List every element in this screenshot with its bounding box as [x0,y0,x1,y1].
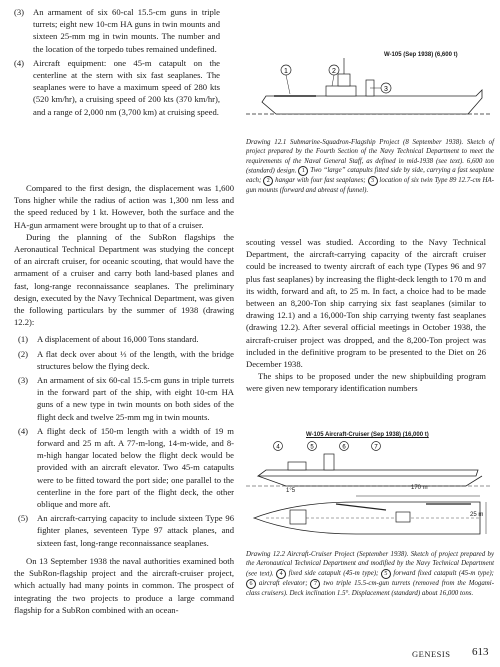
callout-text: fixed side catapult (45-m type); [286,570,379,578]
deck-angle-label: 1°5 [286,488,296,494]
drawing-12-1-caption [246,138,494,195]
svg-text:2: 2 [332,68,336,75]
aircraft-cruiser-drawing [246,432,496,544]
svg-text:3: 3 [384,86,388,93]
list-text: A flight deck of 150-m length with a width of 19 m forward and 25 m aft. A 77-m-long, 14-m-wide, and 8-m-high hangar located below the flight deck would be provided with an aircraft elevator. Two 45-m catapults were to be fitted toward the port side; one parallel to the centerline in the fore part of the flight deck, the other oblique and more aft. [37,425,234,510]
caption-text: Drawing 12.2 Aircraft-Cruiser Project (September 1938). Sketch of project prepared by the Aeronautical Technical Department and modified by the Navy Technical Department (see text). [246,551,494,578]
dimension-length: 170 m [411,485,428,491]
figure-title: W-105 Aircraft-Cruiser (Sep 1938) (16,000 t) [306,432,429,438]
list-item [14,6,220,55]
callout-number: 7 [310,579,320,589]
paragraph: Compared to the first design, the displacement was 1,600 Tons higher while the radius of action was 1,300 nm less and the speed reduced by 1 kt. However, both the surface and the HA-gun armament were brought up to that of a cruiser. [14,183,234,230]
paragraph: During the planning of the SubRon flagships the Aeronautical Technical Department was studying the concept of an aircraft cruiser, for oceanic scouting, that would have the armament of a cruiser and carry both land-based planes and fast, long-range reconnaissance seaplanes. The preliminary design, executed by the Navy Technical Department, was given the following particulars by the summer of 1938 (drawing 12.2): [14,231,234,328]
list-number: (4) [18,425,29,436]
running-footer: GENESIS [412,649,451,659]
list-text: Aircraft equipment: one 45-m catapult on the centerline at the stern with six fast seaplanes. The seaplanes were to have a maximum speed of 280 kts (520 km/hr), a cruising speed of 200 kts (370 km/hr), and a range of 2,000 nm (3,700 km) at cruising speed. [33,57,220,117]
svg-text:1: 1 [284,68,288,75]
list-item [18,374,234,423]
ship-profile-drawing [246,52,496,128]
paragraph: The ships to be proposed under the new shipbuilding program were given new temporary identification numbers [246,371,486,394]
list-item [18,348,234,372]
figure-title: W-105 (Sep 1938) (6,600 t) [384,52,458,58]
callout-number: 1 [298,166,308,176]
list-text: An armament of six 60-cal 15.5-cm guns in triple turrets in the forward part of the ship, with eight 10-cm HA guns of a new type in twin mounts on both sides of the flight deck and twelve 25-mm mg in twin mounts. [37,375,234,422]
list-number: (5) [18,513,29,524]
list-text: An armament of six 60-cal 15.5-cm guns in triple turrets; eight new 10-cm HA guns in twin mounts and sixteen 25-mm mg in twin mounts. The number and the location of the torpedo tubes remained undefined. [33,7,220,54]
list-number: (2) [18,348,29,359]
callout-text: forward fixed catapult (45-m type); [390,570,494,578]
callout-text: aircraft elevator; [256,580,308,588]
list-number: (3) [14,7,25,17]
page-number: 613 [472,646,489,658]
svg-text:7: 7 [374,444,378,451]
paragraph: scouting vessel was studied. According to the Navy Technical Department, the aircraft-carrying capacity of the aircraft cruiser could be increased to twenty aircraft of each type (Types 96 and 97 plus fast seaplanes) by increasing the flight-deck length to 170 m and its width, forward and aft, to 25 m. In fact, a choice had to be made between an 8,200-Ton ship carrying six fast seaplanes (similar to drawing 12.1) and a 16,000-Ton ship carrying twenty fast seaplanes (drawing 12.2). After several official meetings in October 1938, the aircraft-cruiser project was dropped, and the 8,200-Ton project was included in the definitive program to be presented to the Diet on 26 December 1938. [246,237,486,370]
numbered-list-cruiser-design [14,6,220,120]
callout-number: 5 [381,569,391,579]
callout-number: 2 [263,176,273,186]
list-number: (3) [18,375,29,386]
svg-text:4: 4 [276,444,280,451]
paragraph: On 13 September 1938 the naval authorities examined both the SubRon-flagship project and the aircraft-cruiser project, which actually had many points in common. The prospect of integrating the two projects to produce a large command flagship for a SubRon combined with an ocean- [14,555,234,615]
drawing-12-2 [246,432,496,544]
list-item [14,57,220,118]
callout-number: 4 [276,569,286,579]
list-number: (1) [18,334,29,345]
callout-number: 3 [368,176,378,186]
list-number: (4) [14,57,25,68]
list-item [18,333,234,345]
svg-text:6: 6 [342,444,346,451]
list-item [18,425,234,510]
callout-text: location of six twin Type 89 12.7-cm HA-gun mounts (forward and abreast of funnel). [246,177,494,194]
dimension-width: 25 m [470,512,484,518]
callout-text: Two “large” catapults fitted side by side, carrying a fast seaplane each; [246,167,494,185]
drawing-12-2-caption [246,550,494,598]
callout-text: two triple 15.5-cm-gun turrets (removed from the Mogami-class cruisers). Deck inclination 1.5°. Displacement (standard) about 16,000 tons. [246,580,494,597]
drawing-12-1 [246,52,496,128]
callout-number: 6 [246,579,256,589]
list-text: An aircraft-carrying capacity to include sixteen Type 96 fighter planes, seventeen Type 97 attack planes, and sixteen fast, long-range reconnaissance seaplanes. [37,513,234,548]
caption-text: Drawing 12.1 Submarine-Squadron-Flagship Project (8 September 1938). Sketch of project prepared by the Fourth Section of the Navy Technical Department to meet the requirements of the Naval General Staff, as defined in mid-1938 (see text). 6,600 ton (standard) design. [246,139,494,175]
list-text: A displacement of about 16,000 Tons standard. [37,334,199,345]
callout-text: hangar with four fast seaplanes; [273,177,366,185]
svg-text:5: 5 [310,444,314,451]
list-text: A flat deck over about ⅓ of the length, with the bridge structures below the flying deck. [37,348,234,371]
left-column-text [14,182,234,616]
list-item [18,512,234,549]
right-column-text [246,236,486,395]
